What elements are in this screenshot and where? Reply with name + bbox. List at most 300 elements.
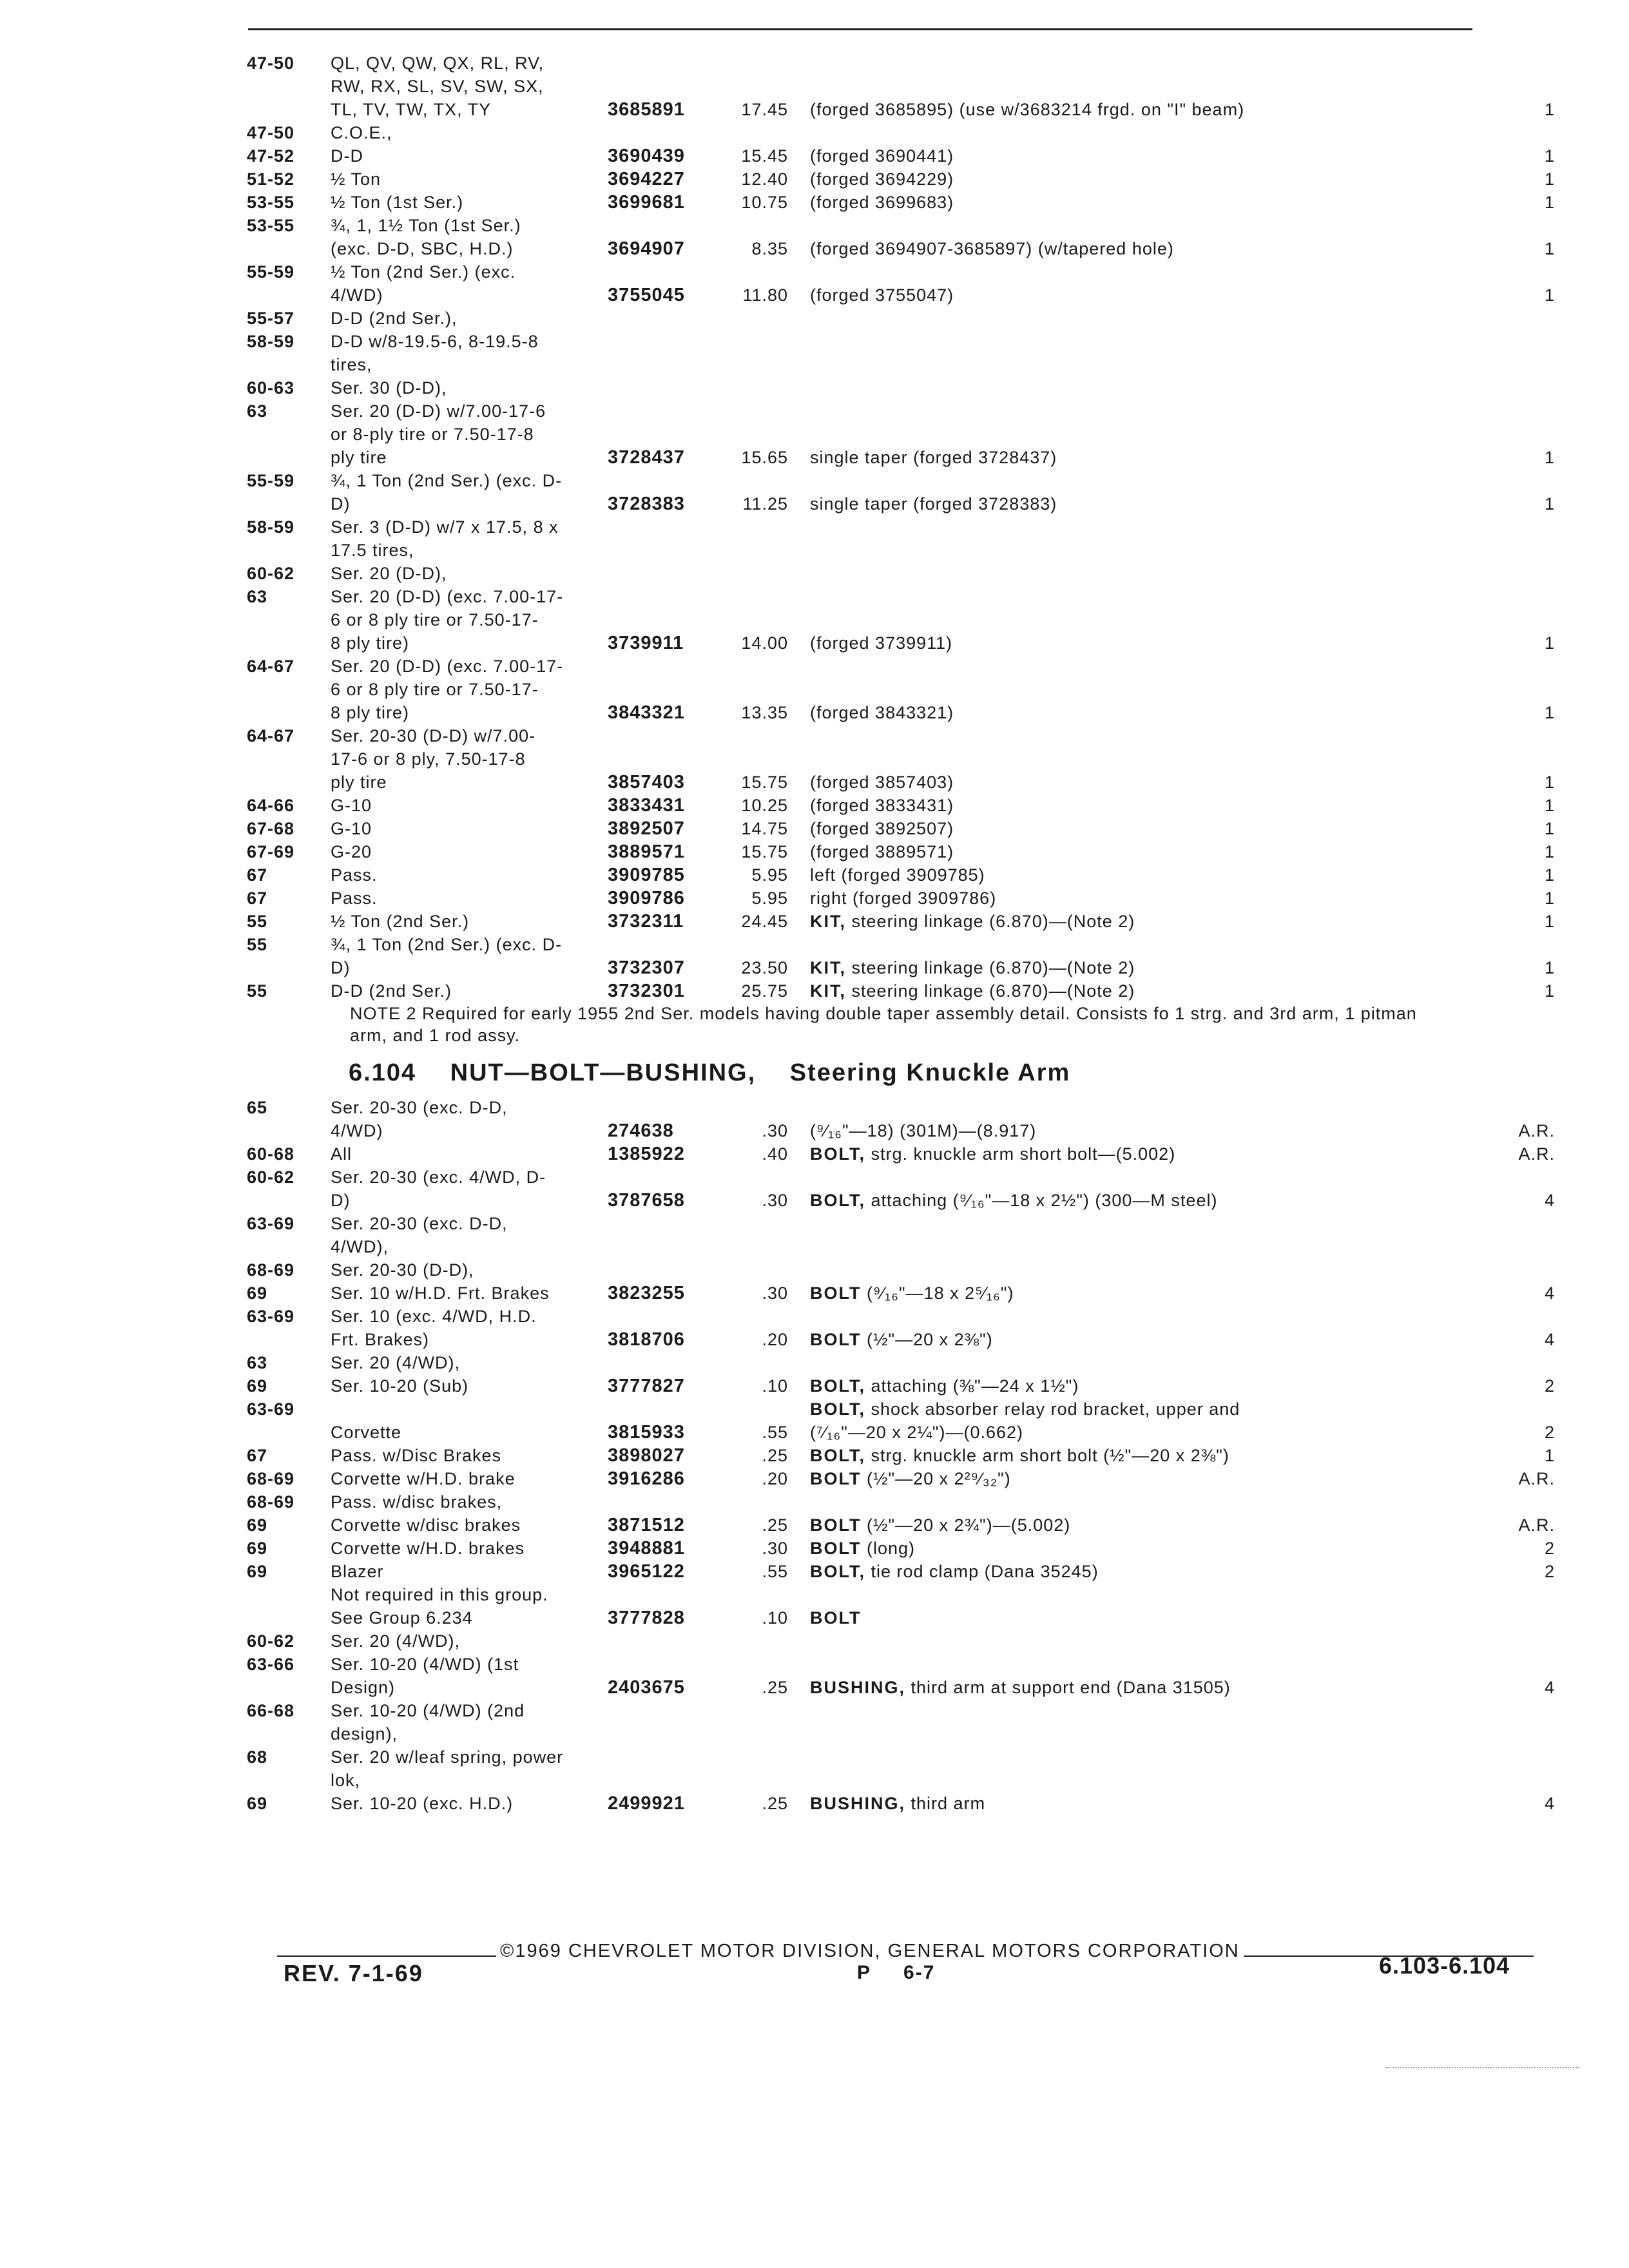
part-number-cell: 3909786 [608,888,685,908]
model-cell: Ser. 20 (D-D), [331,564,447,583]
price-cell: 5.95 [751,889,788,908]
price-cell: .55 [762,1423,788,1442]
quantity-cell: 1 [1544,633,1555,653]
price-cell: 17.45 [741,100,788,119]
year-cell: 55-59 [247,262,295,282]
description-text: (forged 3694229) [810,169,954,189]
catalog-row [247,1583,1555,1629]
catalog-row [247,1166,1555,1212]
description-text: (forged 3685895) (use w/3683214 frgd. on "I" beam) [810,100,1245,119]
catalog-row [247,1444,1555,1467]
description-text: third arm at support end (Dana 31505) [911,1678,1231,1697]
model-cell: Corvette [331,1423,402,1442]
year-cell: 63 [247,401,268,421]
section-6-103-list [247,52,1555,1003]
part-number-cell: 3815933 [608,1422,685,1443]
price-cell: .30 [762,1191,788,1210]
price-cell: .25 [762,1515,788,1535]
part-number-cell: 3892507 [608,818,685,839]
description-text: strg. knuckle arm short bolt—(5.002) [871,1144,1176,1164]
price-cell: 11.25 [742,494,788,514]
year-cell: 69 [247,1539,268,1558]
year-cell: 64-67 [247,657,295,676]
price-cell: .25 [762,1794,788,1813]
description-cell [810,1328,1516,1351]
quantity-cell: A.R. [1518,1121,1555,1140]
catalog-row [247,1745,1555,1792]
description-text: attaching (⅜"—24 x 1½") [871,1376,1079,1396]
price-cell: 14.75 [741,819,788,838]
quantity-cell: 4 [1544,1330,1555,1349]
description-cell [810,237,1516,260]
scan-mark [1385,2067,1579,2068]
section-6-104-list [247,1096,1555,1815]
part-number-cell: 3732307 [608,957,685,978]
year-cell: 47-50 [247,53,295,73]
part-number-cell: 274638 [608,1120,674,1141]
year-cell: 68-69 [247,1469,295,1488]
price-cell: .25 [762,1446,788,1465]
model-cell: D-D [331,146,363,166]
description-text: (½"—20 x 2¾")—(5.002) [867,1515,1071,1535]
year-cell: 69 [247,1794,268,1813]
year-cell: 67 [247,865,268,885]
item-type-label: BOLT [810,1283,862,1303]
model-cell: Ser. 10-20 (exc. H.D.) [331,1794,514,1813]
item-type-label: BOLT, [810,1446,865,1465]
year-cell: 63-69 [247,1214,295,1233]
quantity-cell: 1 [1544,865,1555,885]
quantity-cell: 1 [1544,819,1555,838]
price-cell: 10.75 [741,193,788,212]
quantity-cell: 1 [1544,912,1555,931]
catalog-row [247,52,1555,121]
model-cell: C.O.E., [331,123,392,142]
quantity-cell: 1 [1544,773,1555,792]
catalog-row [247,910,1555,933]
year-cell: 68-69 [247,1260,295,1280]
part-number-cell: 3777827 [608,1376,685,1396]
description-cell [810,817,1516,840]
model-cell: Ser. 10-20 (4/WD) (1st Design) [331,1655,519,1697]
year-cell: 60-62 [247,564,295,583]
price-cell: .55 [762,1562,788,1581]
part-number-cell: 3699681 [608,192,685,213]
note-2: NOTE 2 Required for early 1955 2nd Ser. models having double taper assembly detail. Consists fo 1 strg. and 3rd arm, 1 pitman arm, and 1 rod assy. [350,1004,1417,1045]
footer-copyright [277,1941,1534,1962]
part-number-cell: 3965122 [608,1561,685,1582]
model-cell: Ser. 10 w/H.D. Frt. Brakes [331,1283,550,1303]
year-cell: 64-67 [247,726,295,745]
model-cell: ¾, 1, 1½ Ton (1st Ser.) (exc. D-D, SBC, H.D.) [331,216,521,258]
model-cell: Ser. 10 (exc. 4/WD, H.D. Frt. Brakes) [331,1307,537,1349]
price-cell: 24.45 [741,912,788,931]
model-cell: Ser. 20-30 (D-D), [331,1260,474,1280]
year-cell: 64-66 [247,796,295,815]
part-number-cell: 3889571 [608,841,685,862]
description-cell [810,144,1516,168]
model-cell: Pass. [331,889,378,908]
price-cell: 5.95 [751,865,788,885]
year-cell: 63-66 [247,1655,295,1674]
catalog-row [247,655,1555,724]
model-cell: Ser. 3 (D-D) w/7 x 17.5, 8 x 17.5 tires, [331,517,559,560]
part-number-cell: 1385922 [608,1144,685,1164]
model-cell: Pass. [331,865,378,885]
description-cell [810,1676,1516,1699]
section-subheading: Steering Knuckle Arm [789,1059,1071,1086]
item-type-label: KIT, [810,958,847,977]
quantity-cell: 1 [1544,842,1555,861]
description-text: (forged 3755047) [810,285,954,305]
description-cell [810,887,1516,910]
quantity-cell: 1 [1544,146,1555,166]
model-cell: D-D (2nd Ser.) [331,981,452,1001]
price-cell: 15.75 [741,842,788,861]
catalog-row [247,794,1555,817]
description-cell [810,1189,1516,1212]
model-cell: Pass. w/Disc Brakes [331,1446,502,1465]
quantity-cell: 1 [1544,981,1555,1001]
parts-catalog [247,52,1555,1815]
item-type-label: KIT, [810,981,847,1001]
year-cell: 67 [247,1446,268,1465]
section-title [349,1059,1555,1087]
description-cell [810,701,1516,724]
part-number-cell: 3843321 [608,702,685,723]
description-cell [810,1514,1516,1537]
model-cell: Ser. 20 (D-D) w/7.00-17-6 or 8-ply tire or 7.50-17-8 ply tire [331,401,546,467]
description-cell [810,910,1516,933]
description-cell [810,979,1516,1003]
description-cell [810,168,1516,191]
quantity-cell: 1 [1544,285,1555,305]
year-cell: 69 [247,1283,268,1303]
catalog-row [247,1653,1555,1699]
year-cell: 53-55 [247,216,295,235]
year-cell: 65 [247,1098,268,1117]
part-number-cell: 3739911 [608,633,684,653]
description-cell [810,1398,1516,1444]
description-cell [810,1560,1516,1583]
catalog-row [247,1096,1555,1142]
quantity-cell: 4 [1544,1794,1555,1813]
description-text: single taper (forged 3728437) [810,448,1057,467]
quantity-cell: 1 [1544,100,1555,119]
description-text: (forged 3857403) [810,773,954,792]
year-cell: 60-68 [247,1144,295,1164]
description-cell [810,284,1516,307]
catalog-row [247,515,1555,562]
catalog-row [247,376,1555,399]
description-text: steering linkage (6.870)—(Note 2) [851,958,1135,977]
model-cell: G-10 [331,796,372,815]
catalog-row [247,1560,1555,1583]
year-cell: 69 [247,1562,268,1581]
catalog-row [247,307,1555,330]
quantity-cell: 2 [1544,1539,1555,1558]
description-text: attaching (⁹⁄₁₆"—18 x 2½") (300—M steel) [871,1191,1218,1210]
quantity-cell: A.R. [1518,1469,1555,1488]
description-text: (forged 3699683) [810,193,954,212]
catalog-row [247,1374,1555,1398]
quantity-cell: 1 [1544,239,1555,258]
year-cell: 60-62 [247,1168,295,1187]
quantity-cell: 1 [1544,958,1555,977]
quantity-cell: 1 [1544,796,1555,815]
catalog-row [247,1142,1555,1166]
catalog-row [247,399,1555,469]
model-cell: Corvette w/H.D. brake [331,1469,516,1488]
catalog-row [247,144,1555,168]
model-cell: ½ Ton (2nd Ser.) (exc. 4/WD) [331,262,516,305]
year-cell: 68 [247,1747,268,1767]
model-cell: Ser. 10-20 (Sub) [331,1376,469,1396]
description-cell [810,1537,1516,1560]
description-cell [810,1467,1516,1490]
catalog-row [247,191,1555,214]
model-cell: ½ Ton [331,169,381,189]
quantity-cell: 4 [1544,1191,1555,1210]
revision-date: REV. 7-1-69 [284,1960,423,1986]
model-cell: Ser. 20-30 (D-D) w/7.00- 17-6 or 8 ply, 7.50-17-8 ply tire [331,726,536,792]
page-letter: P [857,1962,872,1983]
quantity-cell: 2 [1544,1562,1555,1581]
model-cell: D-D (2nd Ser.), [331,309,458,328]
top-rule [248,28,1472,30]
price-cell: 23.50 [741,958,788,977]
year-cell: 63-69 [247,1399,295,1419]
part-number-cell: 3948881 [608,1538,685,1559]
year-cell: 63 [247,587,268,606]
catalog-row [247,1699,1555,1745]
part-number-cell: 3777828 [608,1608,685,1628]
quantity-cell: A.R. [1518,1144,1555,1164]
description-text: strg. knuckle arm short bolt (½"—20 x 2⅜") [871,1446,1229,1465]
catalog-row [247,724,1555,794]
item-type-label: BUSHING, [810,1678,906,1697]
description-text: (½"—20 x 2⅜") [867,1330,993,1349]
price-cell: 8.35 [751,239,788,258]
year-cell: 67 [247,889,268,908]
year-cell: 60-62 [247,1631,295,1651]
year-cell: 51-52 [247,169,295,189]
catalog-row [247,863,1555,887]
footer-rule-left [277,1956,496,1957]
model-cell: Blazer [331,1562,384,1581]
catalog-row [247,1351,1555,1374]
description-cell [810,98,1516,121]
catalog-row [247,1398,1555,1444]
section-number: 6.104 [349,1059,417,1086]
model-cell: Ser. 20 (D-D) (exc. 7.00-17- 6 or 8 ply tire or 7.50-17- 8 ply tire) [331,587,564,653]
description-text: steering linkage (6.870)—(Note 2) [851,981,1135,1001]
description-cell [810,1444,1516,1467]
year-cell: 63-69 [247,1307,295,1326]
year-cell: 47-52 [247,146,295,166]
description-text: (⁹⁄₁₆"—18) (301M)—(8.917) [810,1121,1037,1140]
description-cell [810,1606,1516,1629]
catalog-row [247,1490,1555,1514]
item-type-label: BOLT, [810,1562,865,1581]
price-cell: .20 [762,1330,788,1349]
model-cell: G-10 [331,819,372,838]
year-cell: 53-55 [247,193,295,212]
section-heading: NUT—BOLT—BUSHING, [450,1059,757,1086]
model-cell: ¾, 1 Ton (2nd Ser.) (exc. D- D) [331,935,563,977]
model-cell: D-D w/8-19.5-6, 8-19.5-8 tires, [331,332,539,374]
price-cell: .20 [762,1469,788,1488]
description-cell [810,794,1516,817]
item-type-label: BOLT, [810,1376,865,1396]
description-text: (forged 3889571) [810,842,954,861]
quantity-cell: 2 [1544,1423,1555,1442]
description-cell [810,631,1516,655]
quantity-cell: 4 [1544,1283,1555,1303]
catalog-row [247,817,1555,840]
description-text: (forged 3690441) [810,146,954,166]
quantity-cell: A.R. [1518,1515,1555,1535]
catalog-row [247,1537,1555,1560]
quantity-cell: 1 [1544,169,1555,189]
price-cell: .30 [762,1539,788,1558]
section-reference: 6.103-6.104 [1379,1952,1510,1979]
part-number-cell: 3732301 [608,981,685,1001]
description-text: shock absorber relay rod bracket, upper and (⁷⁄₁₆"—20 x 2¼")—(0.662) [810,1399,1240,1442]
year-cell: 55 [247,912,268,931]
copyright-text: ©1969 CHEVROLET MOTOR DIVISION, GENERAL MOTORS CORPORATION [500,1941,1240,1961]
price-cell: 15.65 [741,448,788,467]
model-cell: G-20 [331,842,372,861]
part-number-cell: 3857403 [608,772,685,793]
quantity-cell: 1 [1544,1446,1555,1465]
part-number-cell: 3818706 [608,1329,685,1350]
quantity-cell: 4 [1544,1678,1555,1697]
model-cell: Ser. 20 (4/WD), [331,1631,461,1651]
part-number-cell: 3898027 [608,1445,685,1466]
description-cell [810,1142,1516,1166]
catalog-row [247,330,1555,376]
item-type-label: BOLT, [810,1191,865,1210]
year-cell: 63 [247,1353,268,1372]
item-type-label: BOLT [810,1539,862,1558]
year-cell: 67-68 [247,819,295,838]
quantity-cell: 1 [1544,193,1555,212]
model-cell: Pass. w/disc brakes, [331,1492,503,1512]
price-cell: .30 [762,1121,788,1140]
description-text: third arm [911,1794,986,1813]
page-number [857,1962,935,1984]
part-number-cell: 3690439 [608,146,685,166]
model-cell: Corvette w/H.D. brakes [331,1539,525,1558]
catalog-row [247,562,1555,585]
part-number-cell: 3833431 [608,795,685,816]
description-cell [810,863,1516,887]
price-cell: 14.00 [741,633,788,653]
year-cell: 69 [247,1376,268,1396]
item-type-label: BOLT [810,1330,862,1349]
model-cell: ½ Ton (2nd Ser.) [331,912,470,931]
catalog-row [247,1282,1555,1305]
description-text: (⁹⁄₁₆"—18 x 2⁵⁄₁₆") [867,1283,1014,1303]
description-text: (long) [867,1539,916,1558]
year-cell: 55 [247,981,268,1001]
part-number-cell: 3685891 [608,99,685,120]
item-type-label: KIT, [810,912,847,931]
model-cell: Corvette w/disc brakes [331,1515,521,1535]
model-cell: Ser. 20-30 (exc. D-D, 4/WD) [331,1098,508,1140]
item-type-label: BOLT [810,1469,862,1488]
model-cell: Not required in this group. See Group 6.234 [331,1585,548,1628]
catalog-row [247,585,1555,655]
description-text: (forged 3833431) [810,796,954,815]
price-cell: .40 [762,1144,788,1164]
description-text: (forged 3694907-3685897) (w/tapered hole) [810,239,1174,258]
model-cell: All [331,1144,352,1164]
model-cell: Ser. 20 (4/WD), [331,1353,461,1372]
part-number-cell: 3916286 [608,1468,685,1489]
price-cell: .25 [762,1678,788,1697]
item-type-label: BOLT, [810,1399,865,1419]
part-number-cell: 3909785 [608,865,685,885]
item-type-label: BOLT, [810,1144,865,1164]
year-cell: 55 [247,935,268,954]
part-number-cell: 3755045 [608,285,685,305]
description-cell [810,492,1516,515]
description-text: (forged 3739911) [810,633,953,653]
description-text: (forged 3892507) [810,819,954,838]
description-text: steering linkage (6.870)—(Note 2) [851,912,1135,931]
year-cell: 68-69 [247,1492,295,1512]
model-cell: Ser. 20 w/leaf spring, power lok, [331,1747,564,1790]
description-text: left (forged 3909785) [810,865,985,885]
year-cell: 66-68 [247,1701,295,1720]
catalog-row [247,1467,1555,1490]
catalog-row [247,1212,1555,1258]
item-type-label: BUSHING, [810,1794,906,1813]
description-text: (forged 3843321) [810,703,954,722]
quantity-cell: 1 [1544,494,1555,514]
price-cell: 13.35 [741,703,788,722]
description-cell [810,446,1516,469]
year-cell: 60-63 [247,378,295,398]
year-cell: 55-57 [247,309,295,328]
price-cell: .10 [762,1608,788,1628]
item-type-label: BOLT [810,1515,862,1535]
part-number-cell: 2403675 [608,1677,685,1698]
year-cell: 69 [247,1515,268,1535]
year-cell: 58-59 [247,517,295,537]
description-cell [810,1374,1516,1398]
model-cell: ½ Ton (1st Ser.) [331,193,464,212]
quantity-cell: 2 [1544,1376,1555,1396]
price-cell: 25.75 [741,981,788,1001]
catalog-row [247,887,1555,910]
description-cell [810,1282,1516,1305]
part-number-cell: 3694227 [608,169,685,189]
price-cell: .30 [762,1283,788,1303]
model-cell: Ser. 20-30 (exc. D-D, 4/WD), [331,1214,508,1256]
part-number-cell: 3728437 [608,447,685,468]
description-cell [810,771,1516,794]
catalog-row [247,1514,1555,1537]
catalog-row [247,1629,1555,1653]
description-text: tie rod clamp (Dana 35245) [871,1562,1099,1581]
catalog-row [247,260,1555,307]
description-text: single taper (forged 3728383) [810,494,1057,514]
description-cell [810,1792,1516,1815]
description-cell [810,1119,1516,1142]
